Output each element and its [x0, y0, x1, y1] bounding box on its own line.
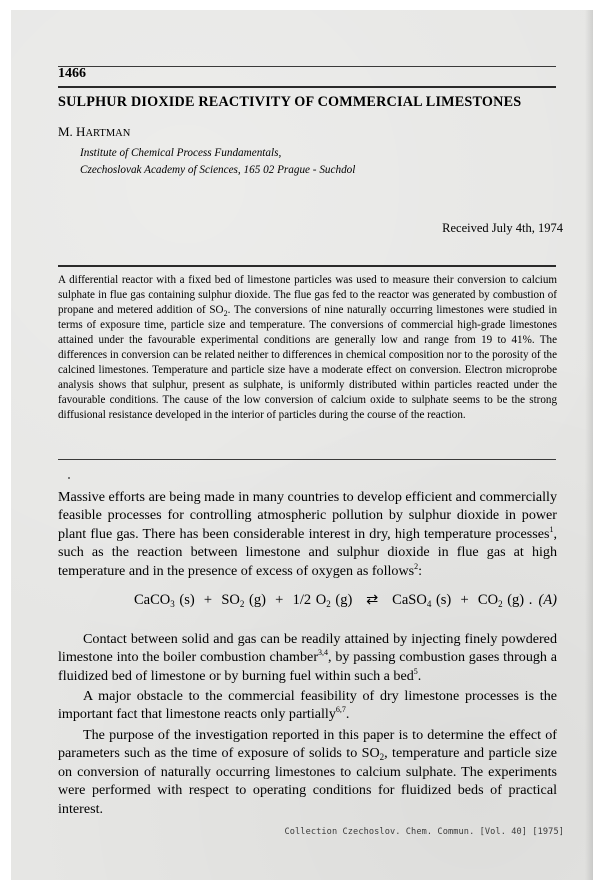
- text-run: , by passing combustion gases through a fluidized bed of limestone or by burning fuel within such a bed: [58, 649, 558, 684]
- abstract-text-part: . The conversions of nine naturally occurring limestones were studied in terms of exposure time, particle size and temperature. The conversions of commercial high-grade limestones attained under the favourable experimental conditions are generally low and range from 19 to 41%. The differences in conversion can be related neither to differences in chemical composition nor to the porosity of the calcined limestones. Temperature and particle size have a moderate effect on conversion. Electron microprobe analysis shows that sulphur, present as sulphate, is uniformly distributed within particles reacted under the favourable conditions. The cause of the low conversion of calcium oxide to sulphate seems to be the strong diffusional resistance developed in the interior of particles during the course of the reaction.: [58, 303, 557, 421]
- scan-speck: [68, 477, 70, 479]
- header-bottom-rule: [58, 86, 556, 88]
- eq-term: CaCO: [134, 592, 171, 608]
- text-run: A major obstacle to the commercial feasibility of dry limestone processes is the important fact that limestone reacts only partially: [58, 688, 557, 723]
- body-paragraph-4: [58, 726, 557, 818]
- reference-marker[interactable]: 1: [549, 524, 554, 534]
- journal-citation-footer: Collection Czechoslov. Chem. Commun. [Vol. 40] [1975]: [284, 827, 564, 837]
- abstract-text-part: A differential reactor with a fixed bed of limestone particles was used to measure their conversion to calcium sulphate in flue gas containing sulphur dioxide. The flue gas fed to the reactor was generated by combustion of propane and metered addition of SO: [58, 274, 557, 316]
- eq-term: (g) ⇄ CaSO: [330, 592, 427, 608]
- page-number: 1466: [58, 66, 86, 81]
- subscript: 2: [223, 308, 228, 318]
- reference-marker[interactable]: 2: [414, 561, 419, 571]
- body-paragraph-2: [58, 630, 557, 685]
- paragraph-text: [58, 726, 557, 818]
- paragraph-text: [58, 630, 557, 685]
- text-run: , temperature and particle size on conversion of naturally occurring limestones to calcium sulphate. The experiments were performed with respect to operating conditions for fluidized beds of practical interest.: [58, 745, 557, 817]
- text-run: , such as the reaction between limestone and sulphur dioxide in flue gas at high temperature and in the presence of excess of oxygen as follows: [58, 525, 557, 579]
- equation-body: [134, 592, 532, 609]
- eq-term: (g) .: [502, 592, 533, 608]
- article-title: SULPHUR DIOXIDE REACTIVITY OF COMMERCIAL LIMESTONES: [58, 94, 522, 110]
- text-run: .: [345, 706, 350, 723]
- text-run: Massive efforts are being made in many countries to develop efficient and commercially feasible processes for controlling atmospheric pollution by sulphur dioxide in power plant flue gas. There has been considerable interest in dry, high temperature processes: [58, 489, 557, 542]
- author-affiliation: [80, 145, 355, 179]
- paragraph-text: [58, 687, 557, 724]
- body-paragraph-1: [58, 488, 557, 580]
- eq-term: (g) + 1/2 O: [244, 592, 327, 608]
- equation-label: (A): [538, 592, 557, 608]
- affiliation-line: Institute of Chemical Process Fundamentals,: [80, 147, 282, 159]
- subscript: 2: [326, 599, 331, 609]
- affiliation-line: Czechoslovak Academy of Sciences, 165 02 Prague - Suchdol: [80, 164, 356, 176]
- abstract: [58, 273, 557, 423]
- subscript: 2: [239, 599, 245, 609]
- eq-term: (s) + SO: [174, 592, 240, 608]
- author-initial: M. H: [58, 124, 86, 139]
- subscript: 4: [426, 599, 432, 609]
- abstract-text: [58, 273, 557, 423]
- abstract-top-rule: [58, 265, 556, 267]
- reference-marker[interactable]: 5: [413, 666, 418, 676]
- text-run: The purpose of the investigation reported in this paper is to determine the effect of parameters such as the time of exposure of solids to SO: [58, 727, 557, 762]
- chemical-equation: [58, 592, 557, 612]
- text-run: :: [418, 562, 423, 579]
- author-surname: ARTMAN: [85, 128, 131, 139]
- subscript: 2: [379, 752, 385, 763]
- eq-term: (s) + CO: [431, 592, 499, 608]
- header-top-rule: [58, 66, 556, 67]
- page-edge-shadow: [585, 10, 593, 880]
- reference-marker[interactable]: 6,7: [335, 705, 346, 715]
- author-name: [58, 124, 130, 140]
- text-run: Contact between solid and gas can be readily attained by injecting finely powdered limestone into the boiler combustion chamber: [58, 631, 557, 666]
- text-run: .: [417, 667, 422, 684]
- subscript: 2: [498, 599, 503, 609]
- reference-marker[interactable]: 3,4: [318, 648, 329, 658]
- subscript: 3: [170, 599, 175, 609]
- received-date: Received July 4th, 1974: [442, 221, 563, 235]
- paragraph-text: [58, 488, 557, 580]
- abstract-bottom-rule: [58, 459, 556, 460]
- body-paragraph-3: [58, 687, 557, 724]
